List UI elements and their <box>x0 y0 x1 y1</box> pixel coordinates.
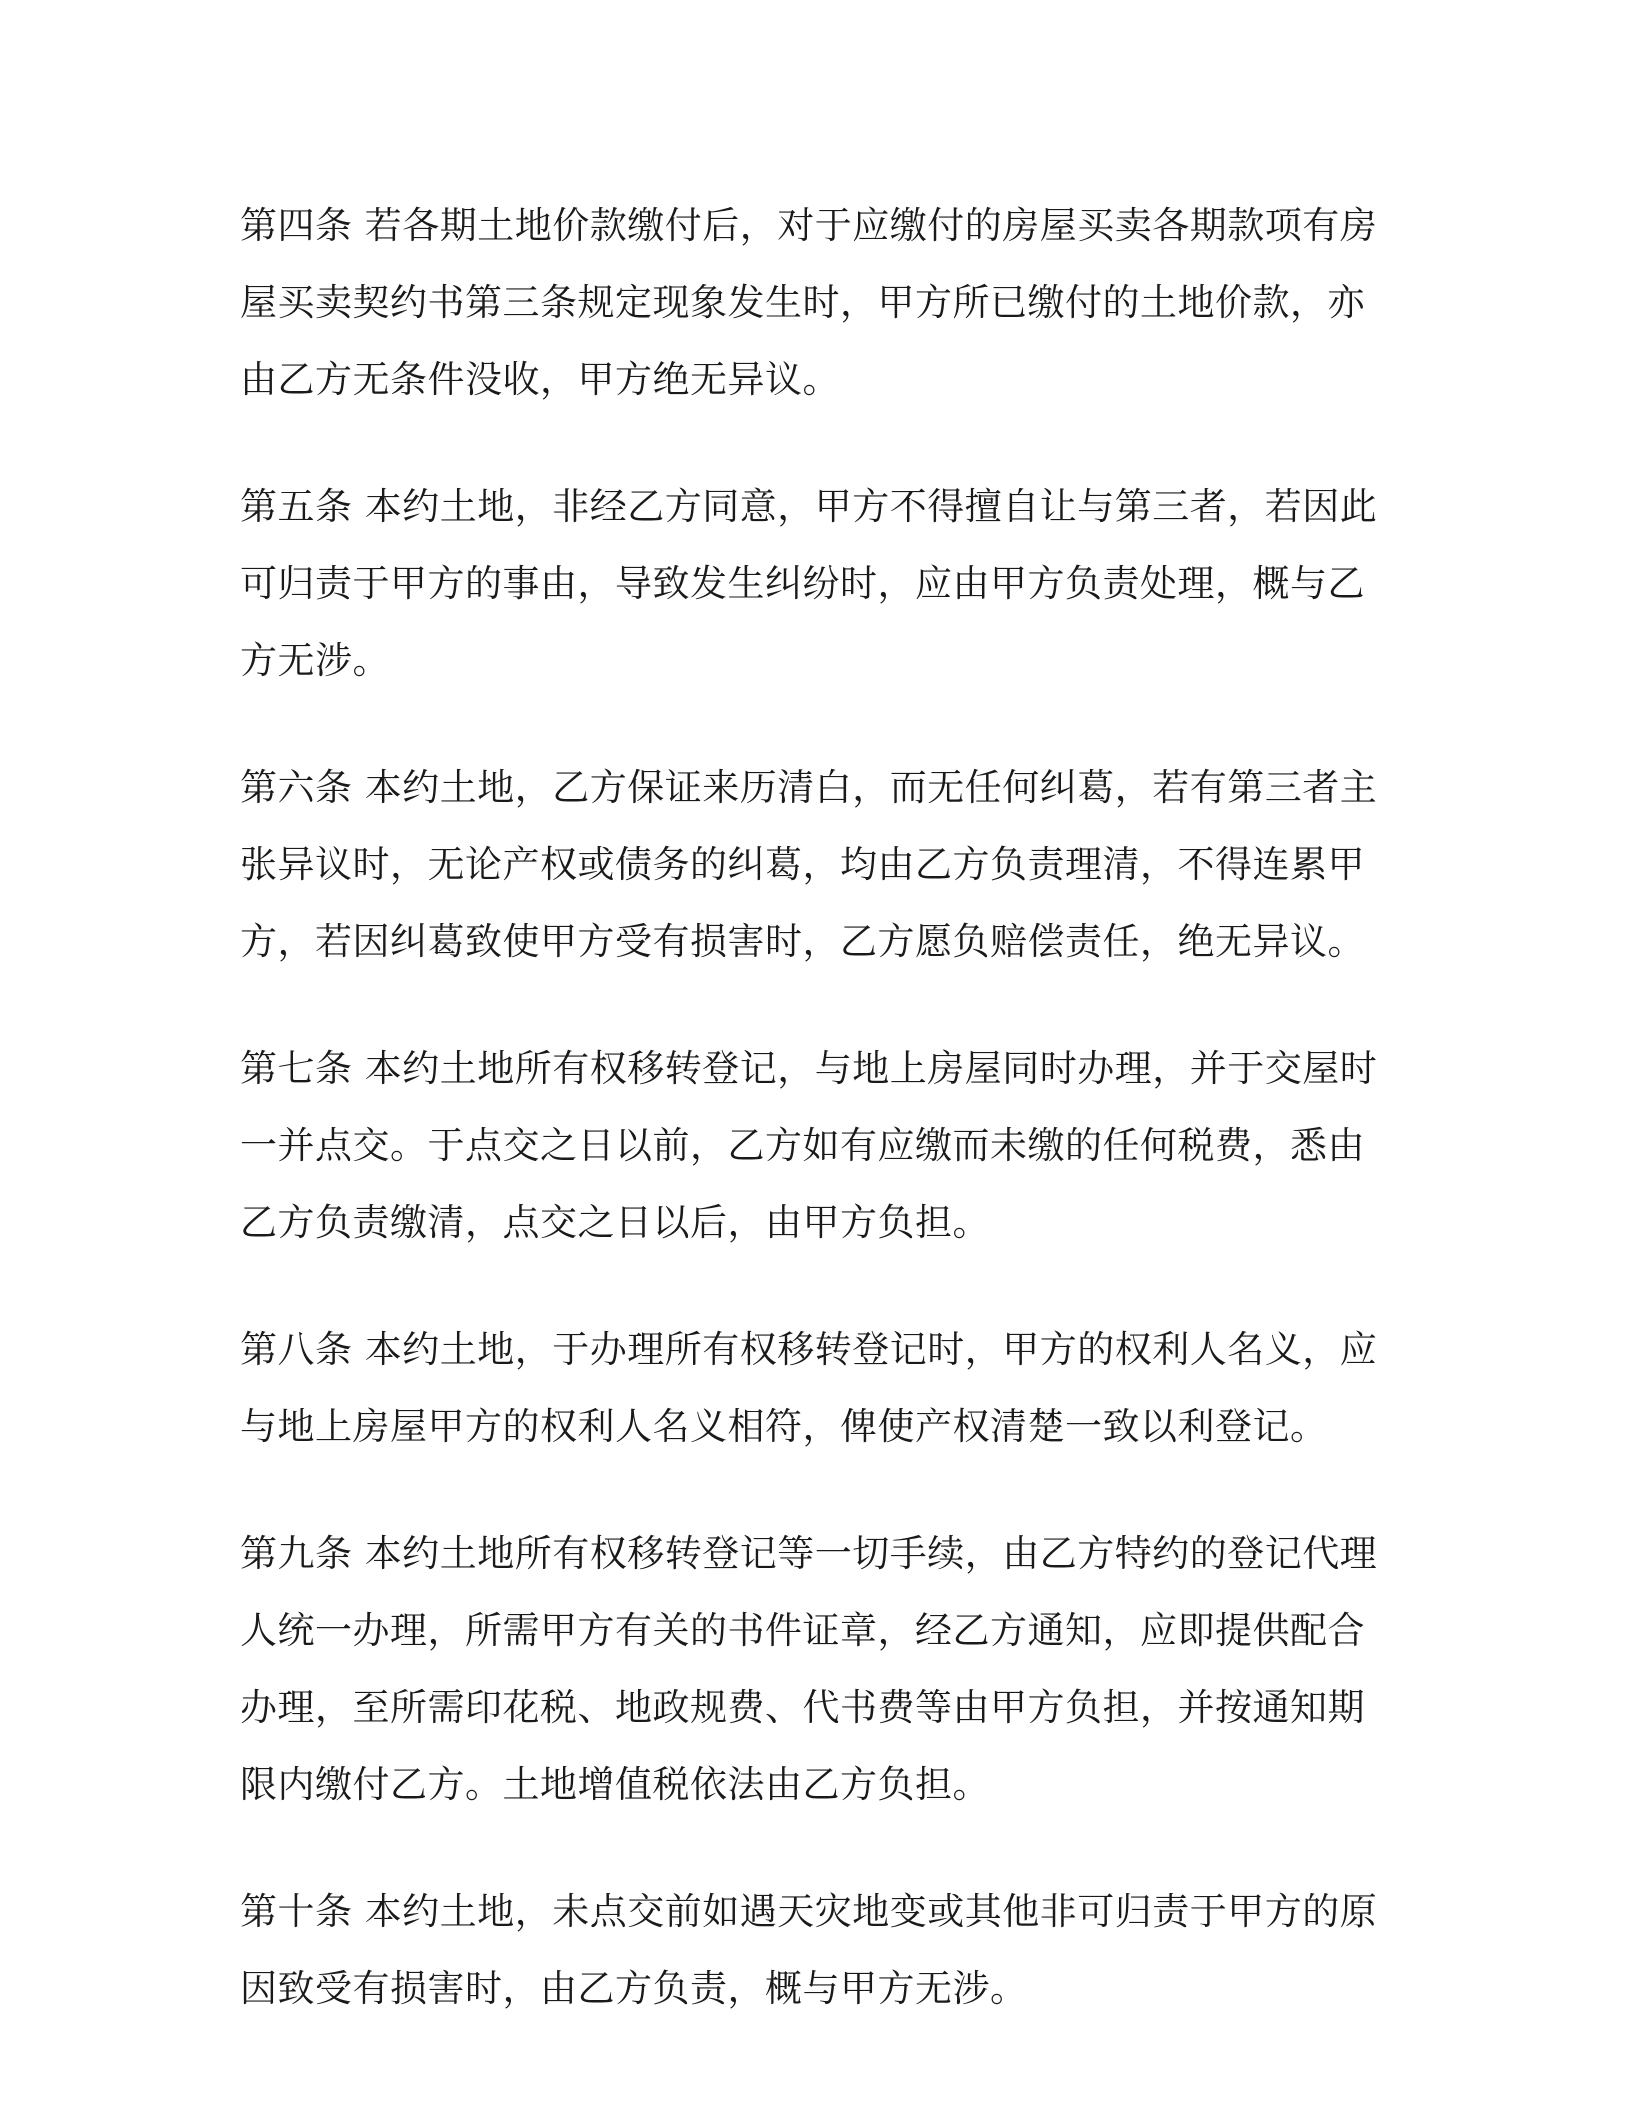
clause-line: 第六条 本约土地，乙方保证来历清白，而无任何纠葛，若有第三者主 <box>240 766 1378 809</box>
clause-line: 第九条 本约土地所有权移转登记等一切手续，由乙方特约的登记代理 <box>240 1532 1378 1575</box>
clause-line: 可归责于甲方的事由，导致发生纠纷时，应由甲方负责处理，概与乙 <box>240 562 1365 605</box>
clause-line: 方，若因纠葛致使甲方受有损害时，乙方愿负赔偿责任，绝无异议。 <box>240 920 1365 963</box>
clause-line: 张异议时，无论产权或债务的纠葛，均由乙方负责理清，不得连累甲 <box>240 843 1365 886</box>
clause-7 <box>240 1030 1378 1261</box>
clause-line: 因致受有损害时，由乙方负责，概与甲方无涉。 <box>240 1967 1028 2010</box>
clause-8 <box>240 1311 1378 1465</box>
clause-line: 办理，至所需印花税、地政规费、代书费等由甲方负担，并按通知期 <box>240 1686 1365 1729</box>
document-page <box>240 187 1378 2077</box>
clause-line: 第十条 本约土地，未点交前如遇天灾地变或其他非可归责于甲方的原 <box>240 1890 1378 1933</box>
clause-6 <box>240 749 1378 980</box>
clause-line: 第八条 本约土地，于办理所有权移转登记时，甲方的权利人名义，应 <box>240 1328 1378 1371</box>
clause-4 <box>240 187 1378 418</box>
clause-line: 人统一办理，所需甲方有关的书件证章，经乙方通知，应即提供配合 <box>240 1609 1365 1652</box>
clause-10 <box>240 1873 1378 2027</box>
clause-5 <box>240 468 1378 699</box>
clause-line: 由乙方无条件没收，甲方绝无异议。 <box>240 358 840 401</box>
clause-line: 屋买卖契约书第三条规定现象发生时，甲方所已缴付的土地价款，亦 <box>240 281 1365 324</box>
clause-9 <box>240 1515 1378 1823</box>
clause-line: 第五条 本约土地，非经乙方同意，甲方不得擅自让与第三者，若因此 <box>240 485 1378 528</box>
clause-line: 一并点交。于点交之日以前，乙方如有应缴而未缴的任何税费，悉由 <box>240 1124 1365 1167</box>
clause-line: 第四条 若各期土地价款缴付后，对于应缴付的房屋买卖各期款项有房 <box>240 204 1378 247</box>
clause-line: 限内缴付乙方。土地增值税依法由乙方负担。 <box>240 1763 990 1806</box>
clause-line: 第七条 本约土地所有权移转登记，与地上房屋同时办理，并于交屋时 <box>240 1047 1378 1090</box>
clause-line: 与地上房屋甲方的权利人名义相符，俾使产权清楚一致以利登记。 <box>240 1405 1328 1448</box>
clause-line: 方无涉。 <box>240 639 390 682</box>
clause-line: 乙方负责缴清，点交之日以后，由甲方负担。 <box>240 1201 990 1244</box>
